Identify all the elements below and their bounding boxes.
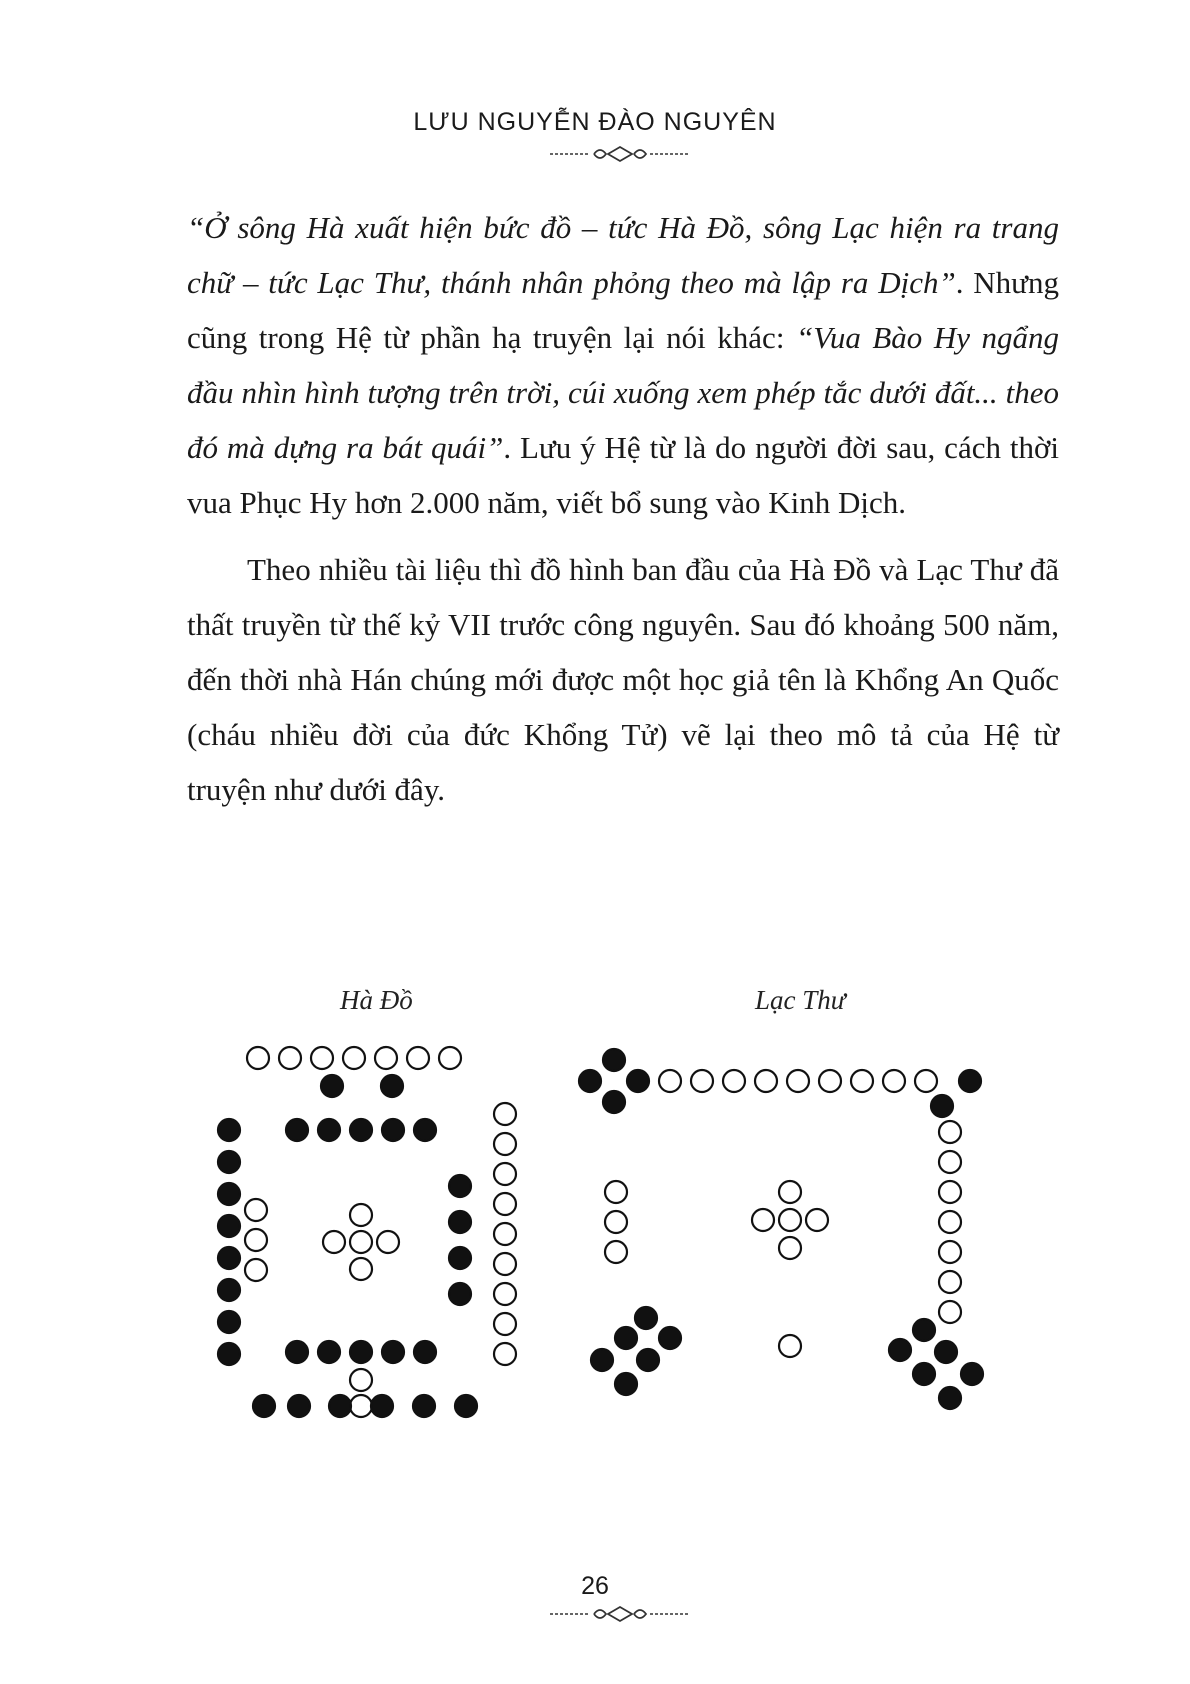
lac-thu-right-white <box>939 1181 961 1203</box>
page-number: 26 <box>581 1572 609 1600</box>
lac-thu-bl-black <box>615 1373 637 1395</box>
ha-do-right-white <box>494 1283 516 1305</box>
text-1: . Nhưng cũng trong Hệ từ phần hạ truyện lại nói khác: <box>187 265 1059 355</box>
lac-thu-br-black <box>939 1387 961 1409</box>
ha-do-bottom-black <box>371 1395 393 1417</box>
ha-do-center-white <box>350 1204 372 1226</box>
lac-thu-left-white <box>605 1181 627 1203</box>
ha-do-top-white <box>439 1047 461 1069</box>
ha-do-center-white <box>350 1231 372 1253</box>
lac-thu-bottom-white <box>779 1335 801 1357</box>
lac-thu-top-white <box>883 1070 905 1092</box>
lac-thu-tl-black <box>627 1070 649 1092</box>
ha-do-right-black <box>449 1247 471 1269</box>
lac-thu-center-white <box>779 1237 801 1259</box>
ha-do-top-white <box>343 1047 365 1069</box>
lac-thu-top-white <box>755 1070 777 1092</box>
ha-do-bottom-black <box>413 1395 435 1417</box>
ha-do-top-white <box>247 1047 269 1069</box>
ha-do-top-black <box>381 1075 403 1097</box>
paragraph-1 <box>187 200 1059 530</box>
ha-do-left-black <box>218 1151 240 1173</box>
lac-thu-tl-black <box>579 1070 601 1092</box>
ha-do-right-white <box>494 1223 516 1245</box>
quote-1: “Ở sông Hà xuất hiện bức đồ – tức Hà Đồ, sông Lạc hiện ra trang chữ – tức Lạc Thư, thánh nhân phỏng theo mà lập ra Dịch” <box>187 210 1059 300</box>
ha-do-top-white <box>375 1047 397 1069</box>
ha-do-top-white <box>407 1047 429 1069</box>
lac-thu-right-white <box>939 1241 961 1263</box>
lac-thu-tl-black <box>603 1091 625 1113</box>
lac-thu-br-black <box>935 1341 957 1363</box>
figure-ha-do-lac-thu <box>0 985 1190 1435</box>
lac-thu-bl-black <box>659 1327 681 1349</box>
lac-thu-right-white <box>939 1271 961 1293</box>
quote-2: “Vua Bào Hy ngẩng đầu nhìn hình tượng trên trời, cúi xuống xem phép tắc dưới đất... theo đó mà dựng ra bát quái” <box>187 320 1059 465</box>
ha-do-right-black <box>449 1283 471 1305</box>
ha-do-inner-top-black <box>382 1119 404 1141</box>
lac-thu-tl-black <box>603 1049 625 1071</box>
lac-thu-right-white <box>939 1211 961 1233</box>
lac-thu-label: Lạc Thư <box>755 985 846 1015</box>
lac-thu-right-white <box>939 1301 961 1323</box>
ha-do-right-white <box>494 1253 516 1275</box>
ha-do-inner-top-black <box>414 1119 436 1141</box>
ha-do-left-black <box>218 1343 240 1365</box>
ha-do-inner-bottom-black <box>286 1341 308 1363</box>
lac-thu-tr-black <box>959 1070 981 1092</box>
ha-do-left-white <box>245 1259 267 1281</box>
ha-do-center-white <box>323 1231 345 1253</box>
ha-do-inner-top-black <box>318 1119 340 1141</box>
lac-thu-bl-black <box>637 1349 659 1371</box>
ha-do-center-white <box>377 1231 399 1253</box>
lac-thu-br-black <box>913 1363 935 1385</box>
ha-do-left-black <box>218 1183 240 1205</box>
body-text <box>187 200 1059 829</box>
ha-do-bottom-black <box>455 1395 477 1417</box>
ha-do-inner-bottom-black <box>318 1341 340 1363</box>
ornament-bottom <box>550 1604 690 1624</box>
ha-do-top-black <box>321 1075 343 1097</box>
lac-thu-center-white <box>752 1209 774 1231</box>
lac-thu-left-white <box>605 1211 627 1233</box>
lac-thu-left-white <box>605 1241 627 1263</box>
ha-do-bottom-white <box>350 1369 372 1391</box>
lac-thu-br-black <box>889 1339 911 1361</box>
ha-do-top-white <box>279 1047 301 1069</box>
ha-do-left-white <box>245 1199 267 1221</box>
ha-do-inner-top-black <box>350 1119 372 1141</box>
ha-do-left-black <box>218 1279 240 1301</box>
lac-thu-top-white <box>723 1070 745 1092</box>
ha-do-bottom-black <box>329 1395 351 1417</box>
ha-do-right-black <box>449 1175 471 1197</box>
ha-do-bottom-white <box>350 1395 372 1417</box>
lac-thu-top-white <box>851 1070 873 1092</box>
ha-do-left-white <box>245 1229 267 1251</box>
lac-thu-bl-black <box>615 1327 637 1349</box>
ha-do-right-white <box>494 1313 516 1335</box>
ha-do-left-black <box>218 1119 240 1141</box>
lac-thu-br-black <box>913 1319 935 1341</box>
ha-do-right-white <box>494 1163 516 1185</box>
ha-do-left-black <box>218 1311 240 1333</box>
lac-thu-center-white <box>806 1209 828 1231</box>
lac-thu-center-white <box>779 1209 801 1231</box>
ha-do-label: Hà Đồ <box>340 985 413 1015</box>
ha-do-left-black <box>218 1247 240 1269</box>
ha-do-bottom-black <box>288 1395 310 1417</box>
dot-diagram <box>0 985 1190 1435</box>
ha-do-top-white <box>311 1047 333 1069</box>
ornament-top <box>550 144 690 164</box>
ha-do-right-white <box>494 1103 516 1125</box>
ha-do-inner-bottom-black <box>382 1341 404 1363</box>
lac-thu-top-white <box>915 1070 937 1092</box>
lac-thu-br-black <box>961 1363 983 1385</box>
lac-thu-tr-black <box>931 1095 953 1117</box>
ha-do-inner-bottom-black <box>414 1341 436 1363</box>
ha-do-right-white <box>494 1343 516 1365</box>
ha-do-inner-top-black <box>286 1119 308 1141</box>
text-2: . Lưu ý Hệ từ là do người đời sau, cách thời vua Phục Hy hơn 2.000 năm, viết bổ sung vào Kinh Dịch. <box>187 430 1059 520</box>
lac-thu-top-white <box>691 1070 713 1092</box>
lac-thu-top-white <box>659 1070 681 1092</box>
ha-do-bottom-black <box>253 1395 275 1417</box>
ha-do-center-white <box>350 1258 372 1280</box>
lac-thu-top-white <box>819 1070 841 1092</box>
running-head: LƯU NGUYỄN ĐÀO NGUYÊN <box>413 108 777 136</box>
lac-thu-right-white <box>939 1121 961 1143</box>
ha-do-left-black <box>218 1215 240 1237</box>
lac-thu-top-white <box>787 1070 809 1092</box>
lac-thu-right-white <box>939 1151 961 1173</box>
ha-do-right-white <box>494 1193 516 1215</box>
paragraph-2: Theo nhiều tài liệu thì đồ hình ban đầu của Hà Đồ và Lạc Thư đã thất truyền từ thế kỷ VII trước công nguyên. Sau đó khoảng 500 năm, đến thời nhà Hán chúng mới được một học giả tên là Khổng An Quốc (cháu nhiều đời của đức Khổng Tử) vẽ lại theo mô tả của Hệ từ truyện như dưới đây. <box>187 552 1059 807</box>
lac-thu-bl-black <box>635 1307 657 1329</box>
ha-do-right-white <box>494 1133 516 1155</box>
ha-do-right-black <box>449 1211 471 1233</box>
lac-thu-center-white <box>779 1181 801 1203</box>
ha-do-inner-bottom-black <box>350 1341 372 1363</box>
lac-thu-bl-black <box>591 1349 613 1371</box>
